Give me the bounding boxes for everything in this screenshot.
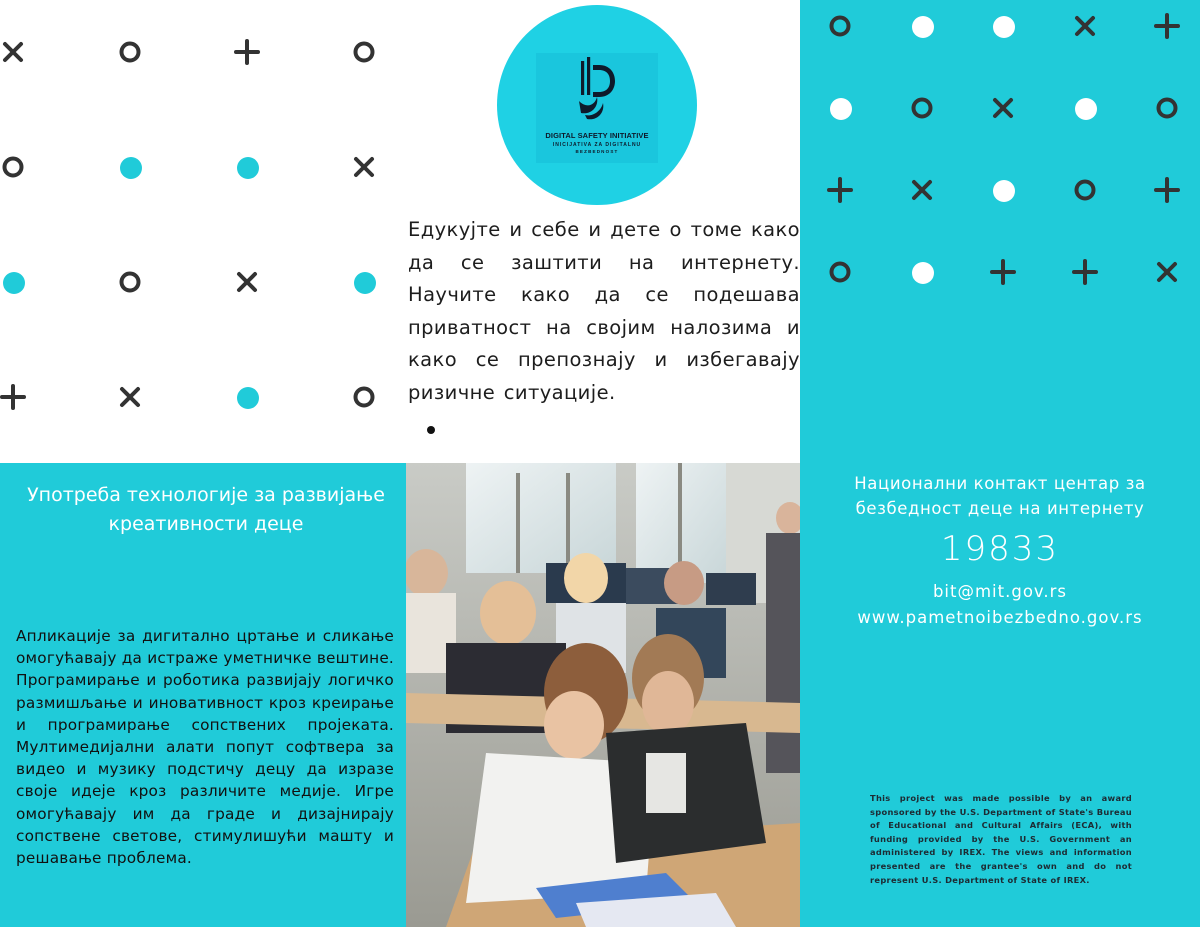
plus-icon (1154, 177, 1180, 203)
classroom-illustration (406, 463, 800, 927)
cross-icon (990, 95, 1016, 121)
circle-outline-icon (827, 13, 853, 39)
intro-paragraph: Едукујте и себе и дете о томе како да се заштити на интернету. Научите како да се подешава приватност на својим налозима и како се препознају и избегавају ризичне ситуације. (408, 218, 800, 404)
contact-center-title: Национални контакт центар за безбедност деце на интернету (854, 474, 1146, 518)
circle-outline-icon (117, 39, 143, 65)
plus-icon (1154, 13, 1180, 39)
left-symbol-pattern-panel (0, 0, 406, 463)
filled-circle-icon (1073, 96, 1099, 122)
circle-outline-icon (351, 39, 377, 65)
filled-circle-icon (910, 260, 936, 286)
contact-phone-number: 19833 (940, 529, 1060, 569)
plus-icon (234, 39, 260, 65)
logo-subtitle-line-2: BEZBEDNOST (575, 149, 619, 154)
filled-circle-icon (1, 270, 27, 296)
contact-panel (800, 0, 1200, 927)
plus-icon (0, 384, 26, 410)
contact-email-link[interactable]: bit@mit.gov.rs (932, 582, 1068, 601)
workshop-photo (406, 463, 800, 927)
filled-circle-icon (352, 270, 378, 296)
filled-circle-icon (910, 14, 936, 40)
filled-circle-icon (991, 178, 1017, 204)
filled-circle-icon (235, 385, 261, 411)
cross-icon (909, 177, 935, 203)
circle-outline-icon (909, 95, 935, 121)
bullet-point (427, 426, 435, 434)
cross-icon (1154, 259, 1180, 285)
filled-circle-icon (991, 14, 1017, 40)
logo-emblem-icon (577, 57, 617, 123)
contact-website-link[interactable]: www.pametnoibezbedno.gov.rs (857, 608, 1143, 627)
creativity-paragraph: Апликације за дигитално цртање и сликање омогућавају да истраже уметничке вештине. Програмирање и роботика развијају логичко размишљање и иновативност кроз креирање и програмирање сопствених пројеката. Мултимедијални алати попут софтвера за видео и музику подстичу децу да изразе своје идеје кроз различите медије. Игре омогућавају им да граде и дизајнирају сопствене светове, стимулишући машту и решавање проблема. (16, 627, 394, 868)
circle-outline-icon (351, 384, 377, 410)
logo-subtitle-line-1: INICIJATIVA ZA DIGITALNU (552, 142, 642, 148)
circle-outline-icon (827, 259, 853, 285)
cross-icon (351, 154, 377, 180)
cross-icon (0, 39, 26, 65)
circle-outline-icon (1154, 95, 1180, 121)
circle-outline-icon (1072, 177, 1098, 203)
cross-icon (1072, 13, 1098, 39)
digital-safety-initiative-logo (536, 53, 658, 163)
circle-outline-icon (0, 154, 26, 180)
funding-disclaimer: This project was made possible by an award sponsored by the U.S. Department of State's Bureau of Educational and Cultural Affairs (ECA), with funding provided by the U.S. Government an administered by IREX. The views and information presented are the grantee's own and do not represent U.S. Department of State of IREX. (870, 793, 1132, 885)
filled-circle-icon (118, 155, 144, 181)
plus-icon (1072, 259, 1098, 285)
circle-outline-icon (117, 269, 143, 295)
cross-icon (234, 269, 260, 295)
plus-icon (827, 177, 853, 203)
plus-icon (990, 259, 1016, 285)
filled-circle-icon (828, 96, 854, 122)
creativity-heading: Употреба технологије за развијање креативности деце (27, 484, 385, 535)
filled-circle-icon (235, 155, 261, 181)
logo-title: DIGITAL SAFETY INITIATIVE (545, 131, 649, 140)
cross-icon (117, 384, 143, 410)
